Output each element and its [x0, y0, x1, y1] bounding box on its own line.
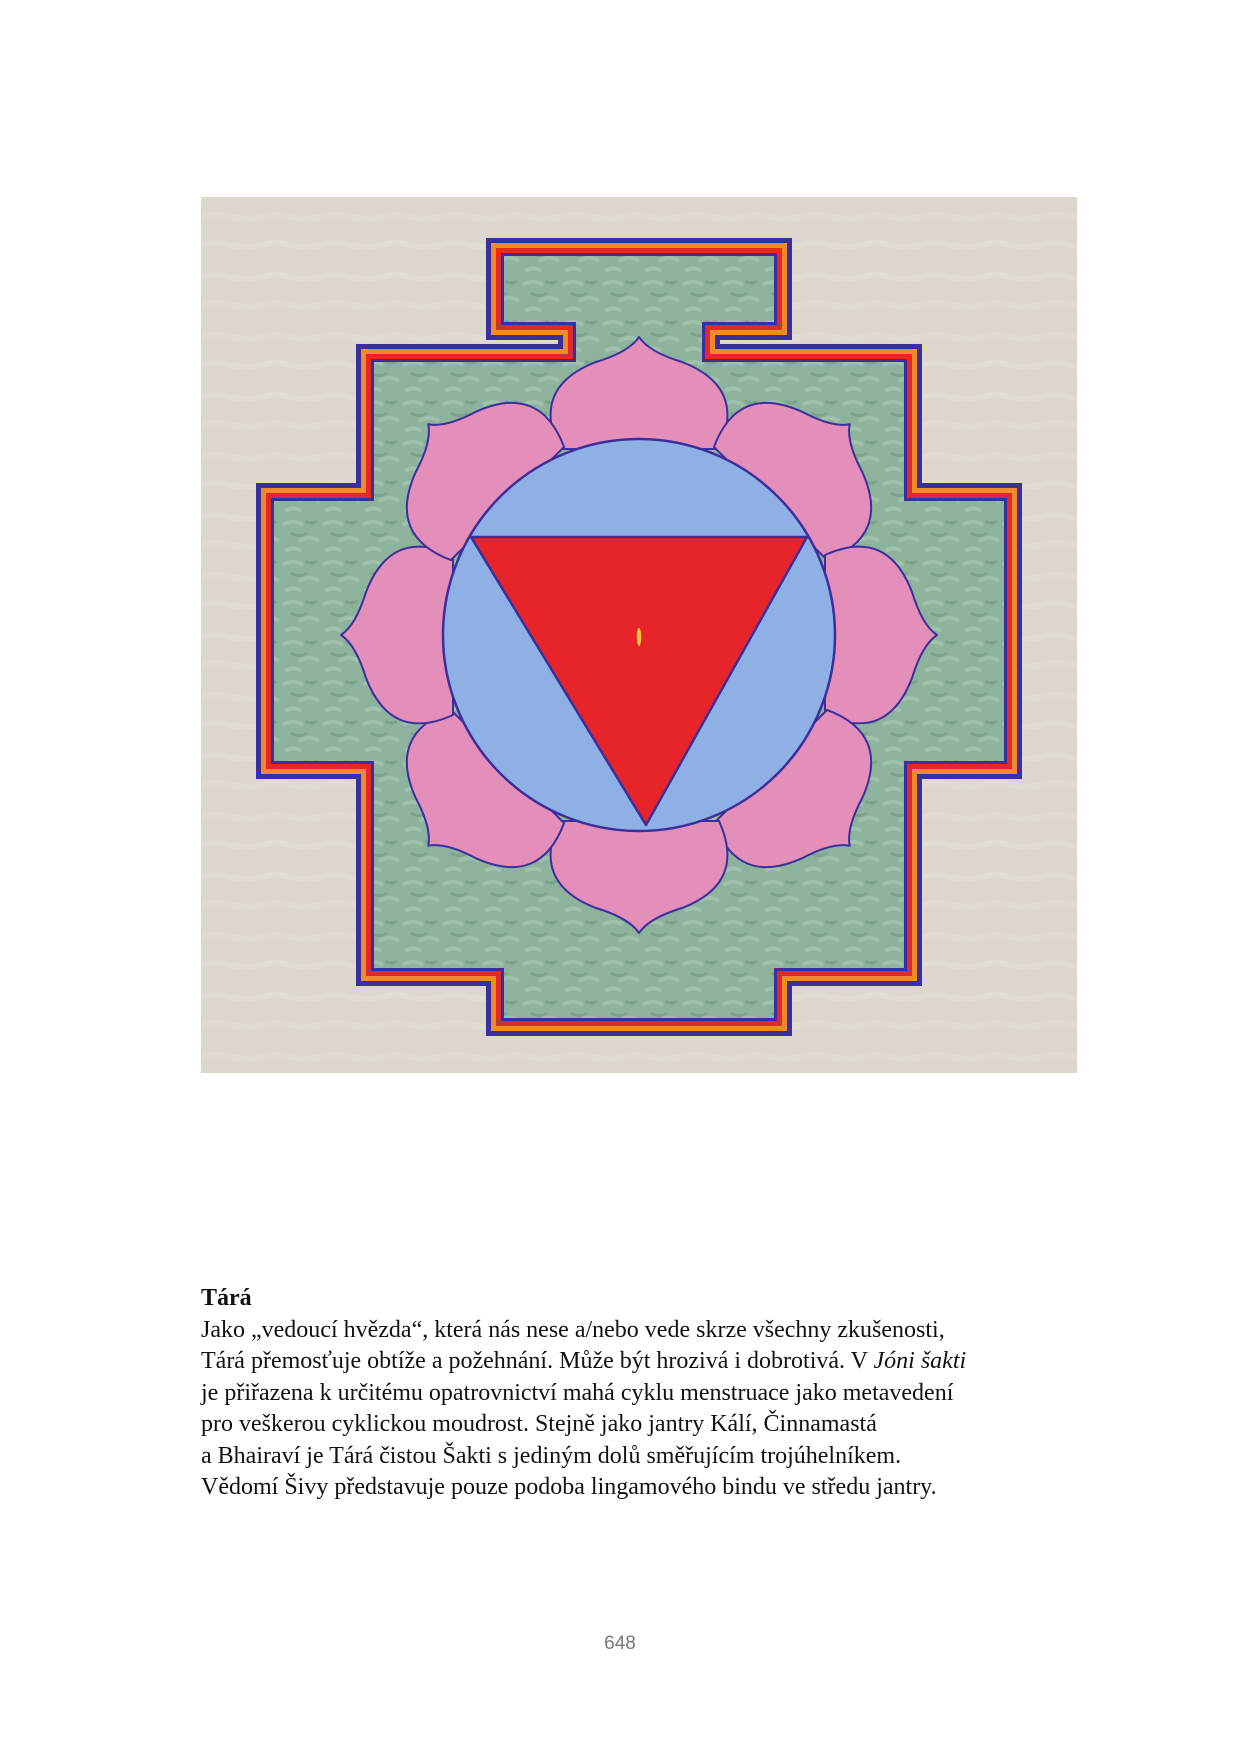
caption-line	[201, 1441, 1081, 1473]
yantra-painting	[201, 197, 1077, 1073]
caption-text: Tárá přemosťuje obtíže a požehnání. Může být hrozivá i dobrotivá. V	[201, 1348, 874, 1374]
caption-text: a Bhairaví je Tárá čistou Šakti s jediným dolů směřujícím trojúhelníkem.	[201, 1442, 902, 1469]
caption-line	[201, 1315, 1081, 1347]
caption-block	[201, 1283, 1081, 1504]
caption-text: pro veškerou cyklickou moudrost. Stejně jako jantry Kálí, Činnamastá	[201, 1411, 877, 1437]
bindu-dot	[637, 628, 641, 646]
caption-text: Vědomí Šivy představuje pouze podoba lingamového bindu ve středu jantry.	[201, 1474, 937, 1500]
page-number: 648	[604, 1633, 636, 1654]
caption-line	[201, 1378, 1081, 1410]
caption-text: Jako „vedoucí hvězda“, která nás nese a/nebo vede skrze všechny zkušenosti,	[201, 1316, 945, 1343]
caption-text: je přiřazena k určitému opatrovnictví mahá cyklu menstruace jako metavedení	[201, 1379, 954, 1406]
caption-italic-term: Jóni šakti	[873, 1348, 967, 1374]
caption-title: Tárá	[201, 1285, 252, 1311]
caption-line	[201, 1472, 1081, 1504]
caption-body	[201, 1315, 1081, 1504]
caption-line	[201, 1346, 1081, 1378]
caption-line	[201, 1409, 1081, 1441]
